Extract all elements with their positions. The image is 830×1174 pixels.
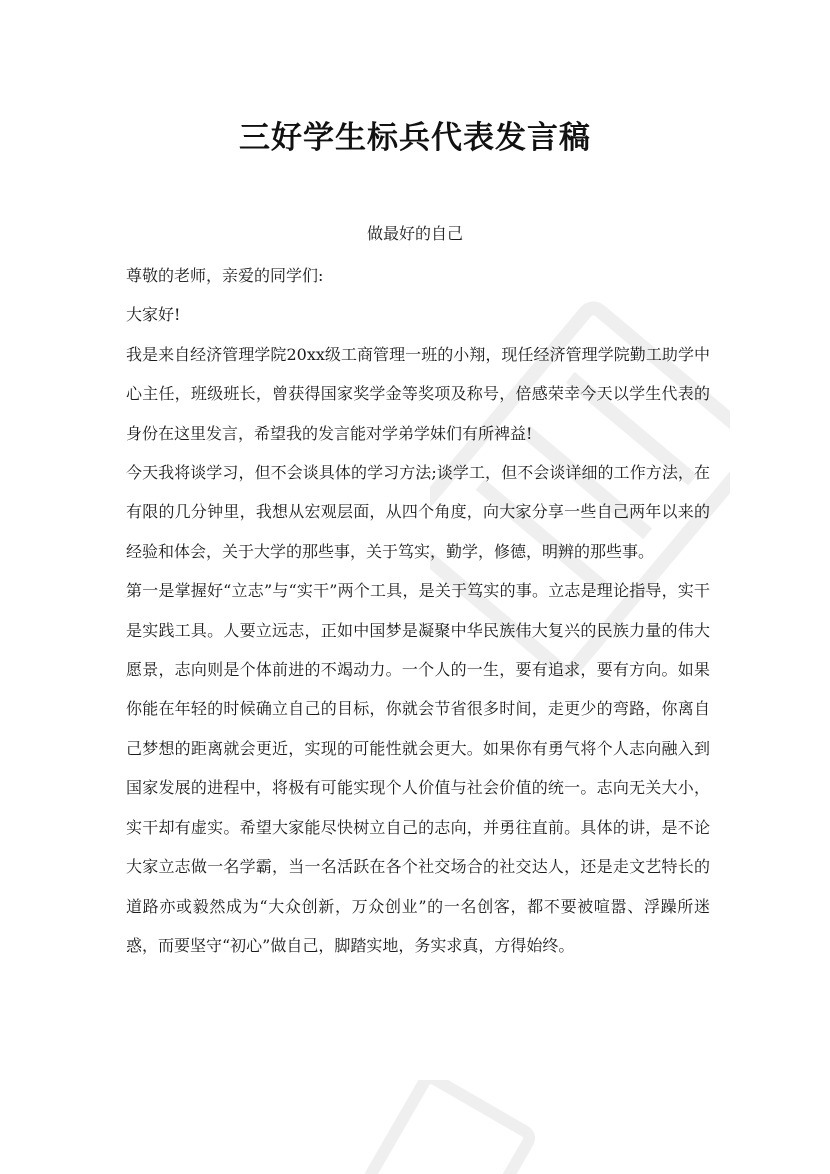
watermark-graphic-bottom: [360, 1080, 560, 1174]
paragraph-first-point: 第一是掌握好“立志”与“实干”两个工具，是关于笃实的事。立志是理论指导，实干是实践工具。人要立远志，正如中国梦是凝聚中华民族伟大复兴的民族力量的伟大愿景，志向则是个体前进的不竭动力。一个人的一生，要有追求，要有方向。如果你能在年轻的时候确立自己的目标，你就会节省很多时间，走更少的弯路，你离自己梦想的距离就会更近，实现的可能性就会更大。如果你有勇气将个人志向融入到国家发展的进程中，将极有可能实现个人价值与社会价值的统一。志向无关大小，实干却有虚实。希望大家能尽快树立自己的志向，并勇往直前。具体的讲，是不论大家立志做一名学霸，当一名活跃在各个社交场合的社交达人，还是走文艺特长的道路亦或毅然成为“大众创新，万众创业”的一名创客，都不要被喧嚣、浮躁所迷惑，而要坚守“初心”做自己，脚踏实地，务实求真，方得始终。: [126, 581, 710, 955]
paragraph-introduction: 我是来自经济管理学院20xx级工商管理一班的小翔，现任经济管理学院勤工助学中心主任，班级班长，曾获得国家奖学金等奖项及称号，倍感荣幸今天以学生代表的身份在这里发言，希望我的发言能对学弟学妹们有所裨益!: [126, 344, 710, 443]
paragraph-salutation: 尊敬的老师，亲爱的同学们:: [126, 266, 324, 285]
document-subtitle: 做最好的自己: [366, 224, 463, 243]
document-title: 三好学生标兵代表发言稿: [239, 120, 591, 156]
document-body: [126, 256, 710, 965]
paragraph-overview: 今天我将谈学习，但不会谈具体的学习方法;谈学工，但不会谈详细的工作方法，在有限的几分钟里，我想从宏观层面，从四个角度，向大家分享一些自己两年以来的经验和体会，关于大学的那些事，关于笃实，勤学，修德，明辨的那些事。: [126, 463, 710, 561]
paragraph-greeting: 大家好!: [126, 305, 181, 325]
